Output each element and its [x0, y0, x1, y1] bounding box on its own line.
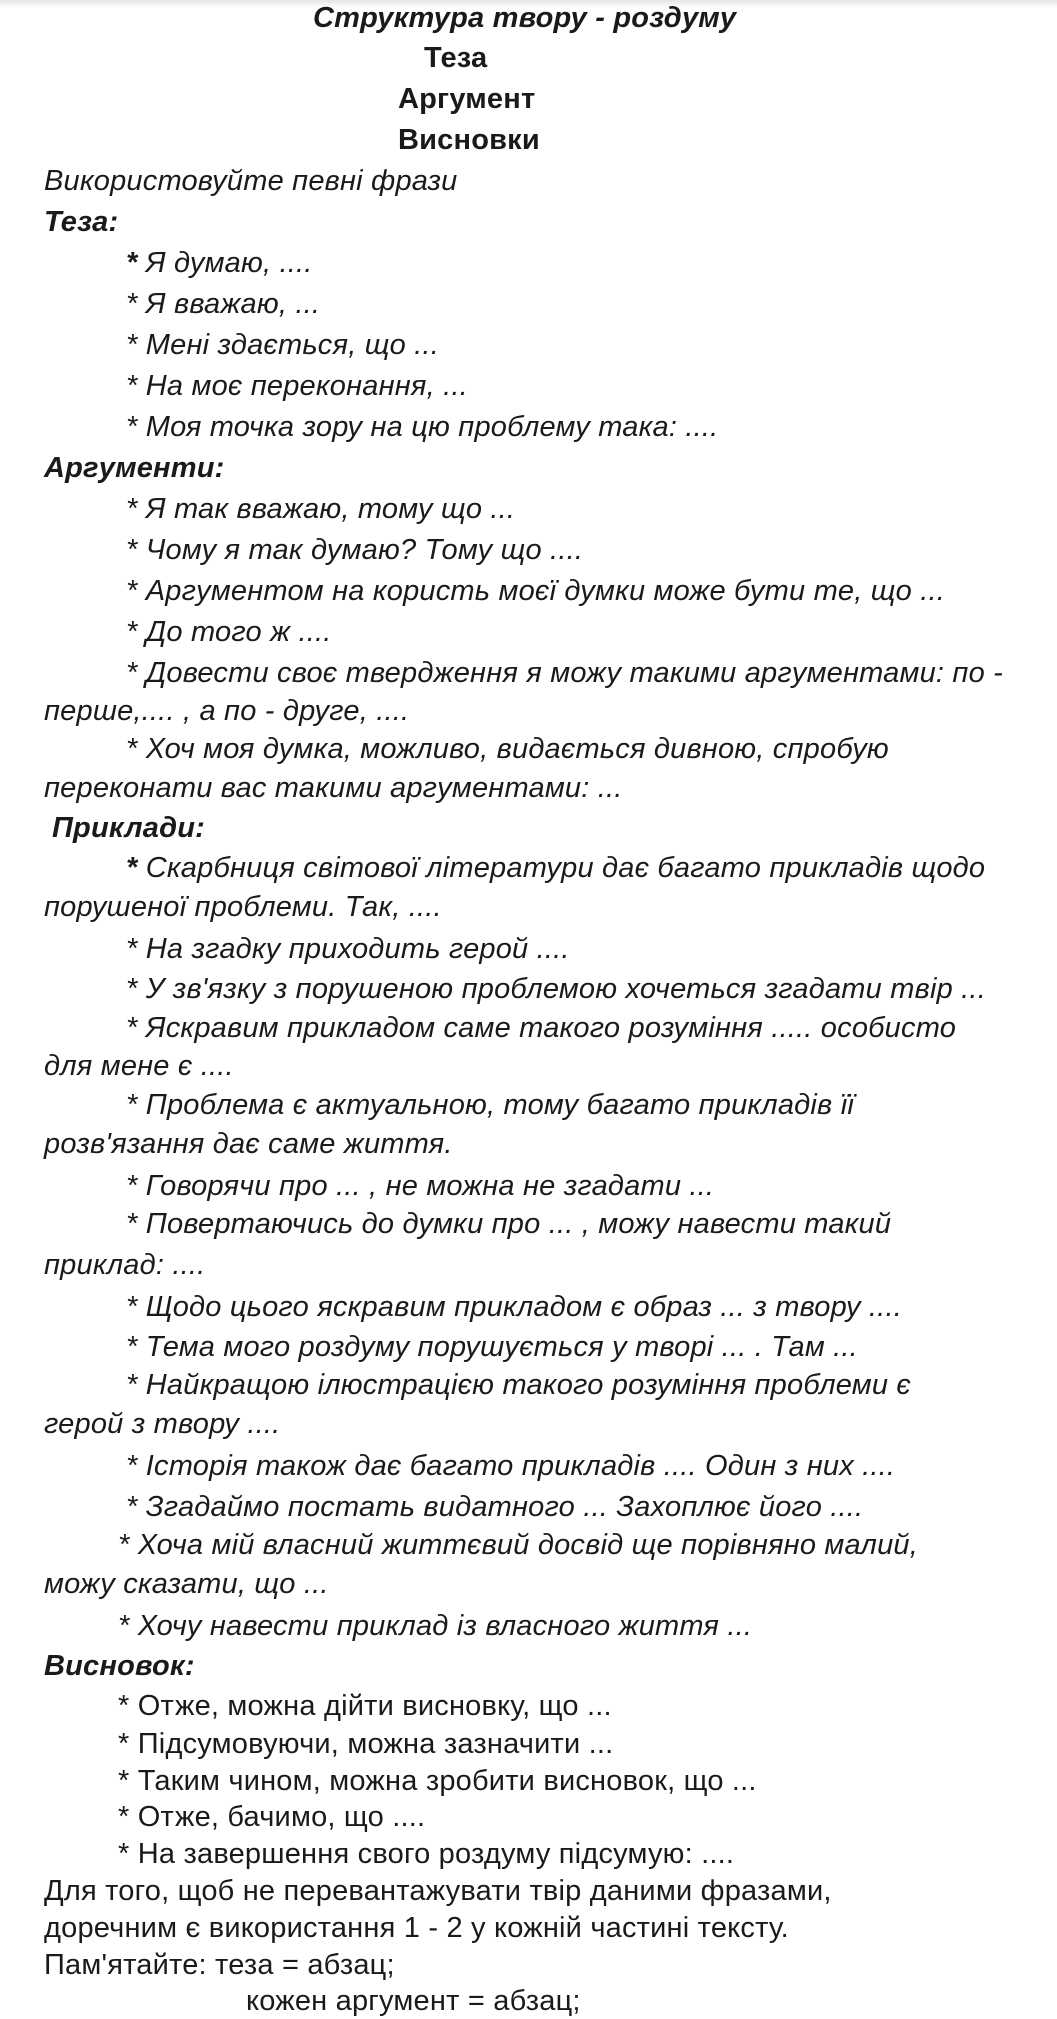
bullet-star: *	[118, 1690, 130, 1722]
bullet-star: *	[126, 1331, 138, 1363]
list-item: * Щодо цього яскравим прикладом є образ ... з твору ....	[126, 1291, 902, 1323]
bullet-star: *	[126, 1208, 138, 1240]
list-item: * Яскравим прикладом саме такого розуміння ..... особисто	[126, 1012, 957, 1044]
list-item-continuation: можу сказати, що ...	[44, 1568, 329, 1600]
list-item: * Я так вважаю, тому що ...	[126, 493, 516, 525]
list-item: * Говорячи про ... , не можна не згадати ...	[126, 1170, 715, 1202]
bullet-star: *	[126, 1450, 138, 1482]
bullet-star: *	[118, 1765, 130, 1797]
intro-text: Використовуйте певні фрази	[44, 165, 458, 197]
list-item: * Отже, бачимо, що ....	[118, 1801, 426, 1833]
examples-heading: Приклади:	[52, 812, 205, 844]
bullet-star: *	[126, 1170, 138, 1202]
arguments-heading: Аргументи:	[44, 452, 225, 484]
note-line: доречним є використання 1 - 2 у кожній частині тексту.	[44, 1912, 789, 1944]
bullet-star: *	[118, 1610, 130, 1642]
note-line: кожен аргумент = абзац;	[246, 1985, 581, 2017]
structure-part-conclusions: Висновки	[398, 124, 540, 156]
bullet-star: *	[126, 329, 138, 361]
list-item-continuation: порушеної проблеми. Так, ....	[44, 891, 442, 923]
bullet-star: *	[126, 973, 138, 1005]
list-item-continuation: для мене є ....	[44, 1050, 234, 1082]
bullet-star: *	[126, 1089, 138, 1121]
bullet-star: *	[118, 1529, 130, 1561]
bullet-star: *	[126, 1291, 138, 1323]
bullet-star: *	[126, 534, 138, 566]
bullet-star: *	[126, 370, 138, 402]
bullet-star: *	[126, 411, 138, 443]
list-item: * Історія також дає багато прикладів .... Один з них ....	[126, 1450, 896, 1482]
structure-part-thesis: Теза	[424, 42, 488, 74]
bullet-star: *	[126, 1491, 138, 1523]
list-item-continuation: приклад: ....	[44, 1249, 206, 1281]
bullet-star: *	[126, 247, 138, 279]
list-item: * Таким чином, можна зробити висновок, що ...	[118, 1765, 757, 1797]
list-item: * Хоч моя думка, можливо, видається дивною, спробую	[126, 733, 889, 765]
list-item: * Підсумовуючи, можна зазначити ...	[118, 1728, 614, 1760]
list-item-continuation: переконати вас такими аргументами: ...	[44, 772, 623, 804]
note-line: Пам'ятайте: теза = абзац;	[44, 1949, 395, 1981]
list-item: * На завершення свого роздуму підсумую: ....	[118, 1838, 735, 1870]
list-item: * На згадку приходить герой ....	[126, 933, 570, 965]
bullet-star: *	[126, 933, 138, 965]
list-item: * Хочу навести приклад із власного життя ...	[118, 1610, 753, 1642]
bullet-star: *	[126, 493, 138, 525]
list-item: * Найкращою ілюстрацією такого розуміння проблеми є	[126, 1369, 912, 1401]
list-item: * Скарбниця світової літератури дає багато прикладів щодо	[126, 852, 986, 884]
bullet-star: *	[126, 1012, 138, 1044]
bullet-star: *	[118, 1838, 130, 1870]
bullet-star: *	[126, 288, 138, 320]
list-item-continuation: розв'язання дає саме життя.	[44, 1128, 453, 1160]
document-title: Структура твору - роздуму	[313, 2, 737, 34]
conclusion-heading: Висновок:	[44, 1650, 195, 1682]
list-item: * У зв'язку з порушеною проблемою хочеться згадати твір ...	[126, 973, 986, 1005]
list-item: * Чому я так думаю? Тому що ....	[126, 534, 584, 566]
note-line: Для того, щоб не перевантажувати твір даними фразами,	[44, 1875, 832, 1907]
list-item: * Повертаючись до думки про ... , можу навести такий	[126, 1208, 892, 1240]
bullet-star: *	[126, 1369, 138, 1401]
list-item: * Отже, можна дійти висновку, що ...	[118, 1690, 612, 1722]
bullet-star: *	[118, 1801, 130, 1833]
bullet-star: *	[118, 1728, 130, 1760]
list-item: * Тема мого роздуму порушується у творі ... . Там ...	[126, 1331, 858, 1363]
list-item: * На моє переконання, ...	[126, 370, 468, 402]
list-item: * До того ж ....	[126, 616, 332, 648]
bullet-star: *	[126, 575, 138, 607]
list-item: * Довести своє твердження я можу такими аргументами: по -	[126, 657, 1004, 689]
structure-part-argument: Аргумент	[398, 83, 536, 115]
list-item-continuation: герой з твору ....	[44, 1408, 281, 1440]
list-item: * Я думаю, ....	[126, 247, 313, 279]
list-item: * Проблема є актуальною, тому багато прикладів її	[126, 1089, 854, 1121]
bullet-star: *	[126, 733, 138, 765]
list-item: * Хоча мій власний життєвий досвід ще порівняно малий,	[118, 1529, 918, 1561]
list-item: * Згадаймо постать видатного ... Захоплює його ....	[126, 1491, 864, 1523]
list-item: * Я вважаю, ...	[126, 288, 321, 320]
bullet-star: *	[126, 852, 138, 884]
thesis-heading: Теза:	[44, 206, 119, 238]
list-item: * Аргументом на користь моєї думки може бути те, що ...	[126, 575, 946, 607]
list-item-continuation: перше,.... , а по - друге, ....	[44, 695, 410, 727]
bullet-star: *	[126, 657, 138, 689]
list-item: * Мені здається, що ...	[126, 329, 439, 361]
bullet-star: *	[126, 616, 138, 648]
list-item: * Моя точка зору на цю проблему така: ....	[126, 411, 719, 443]
